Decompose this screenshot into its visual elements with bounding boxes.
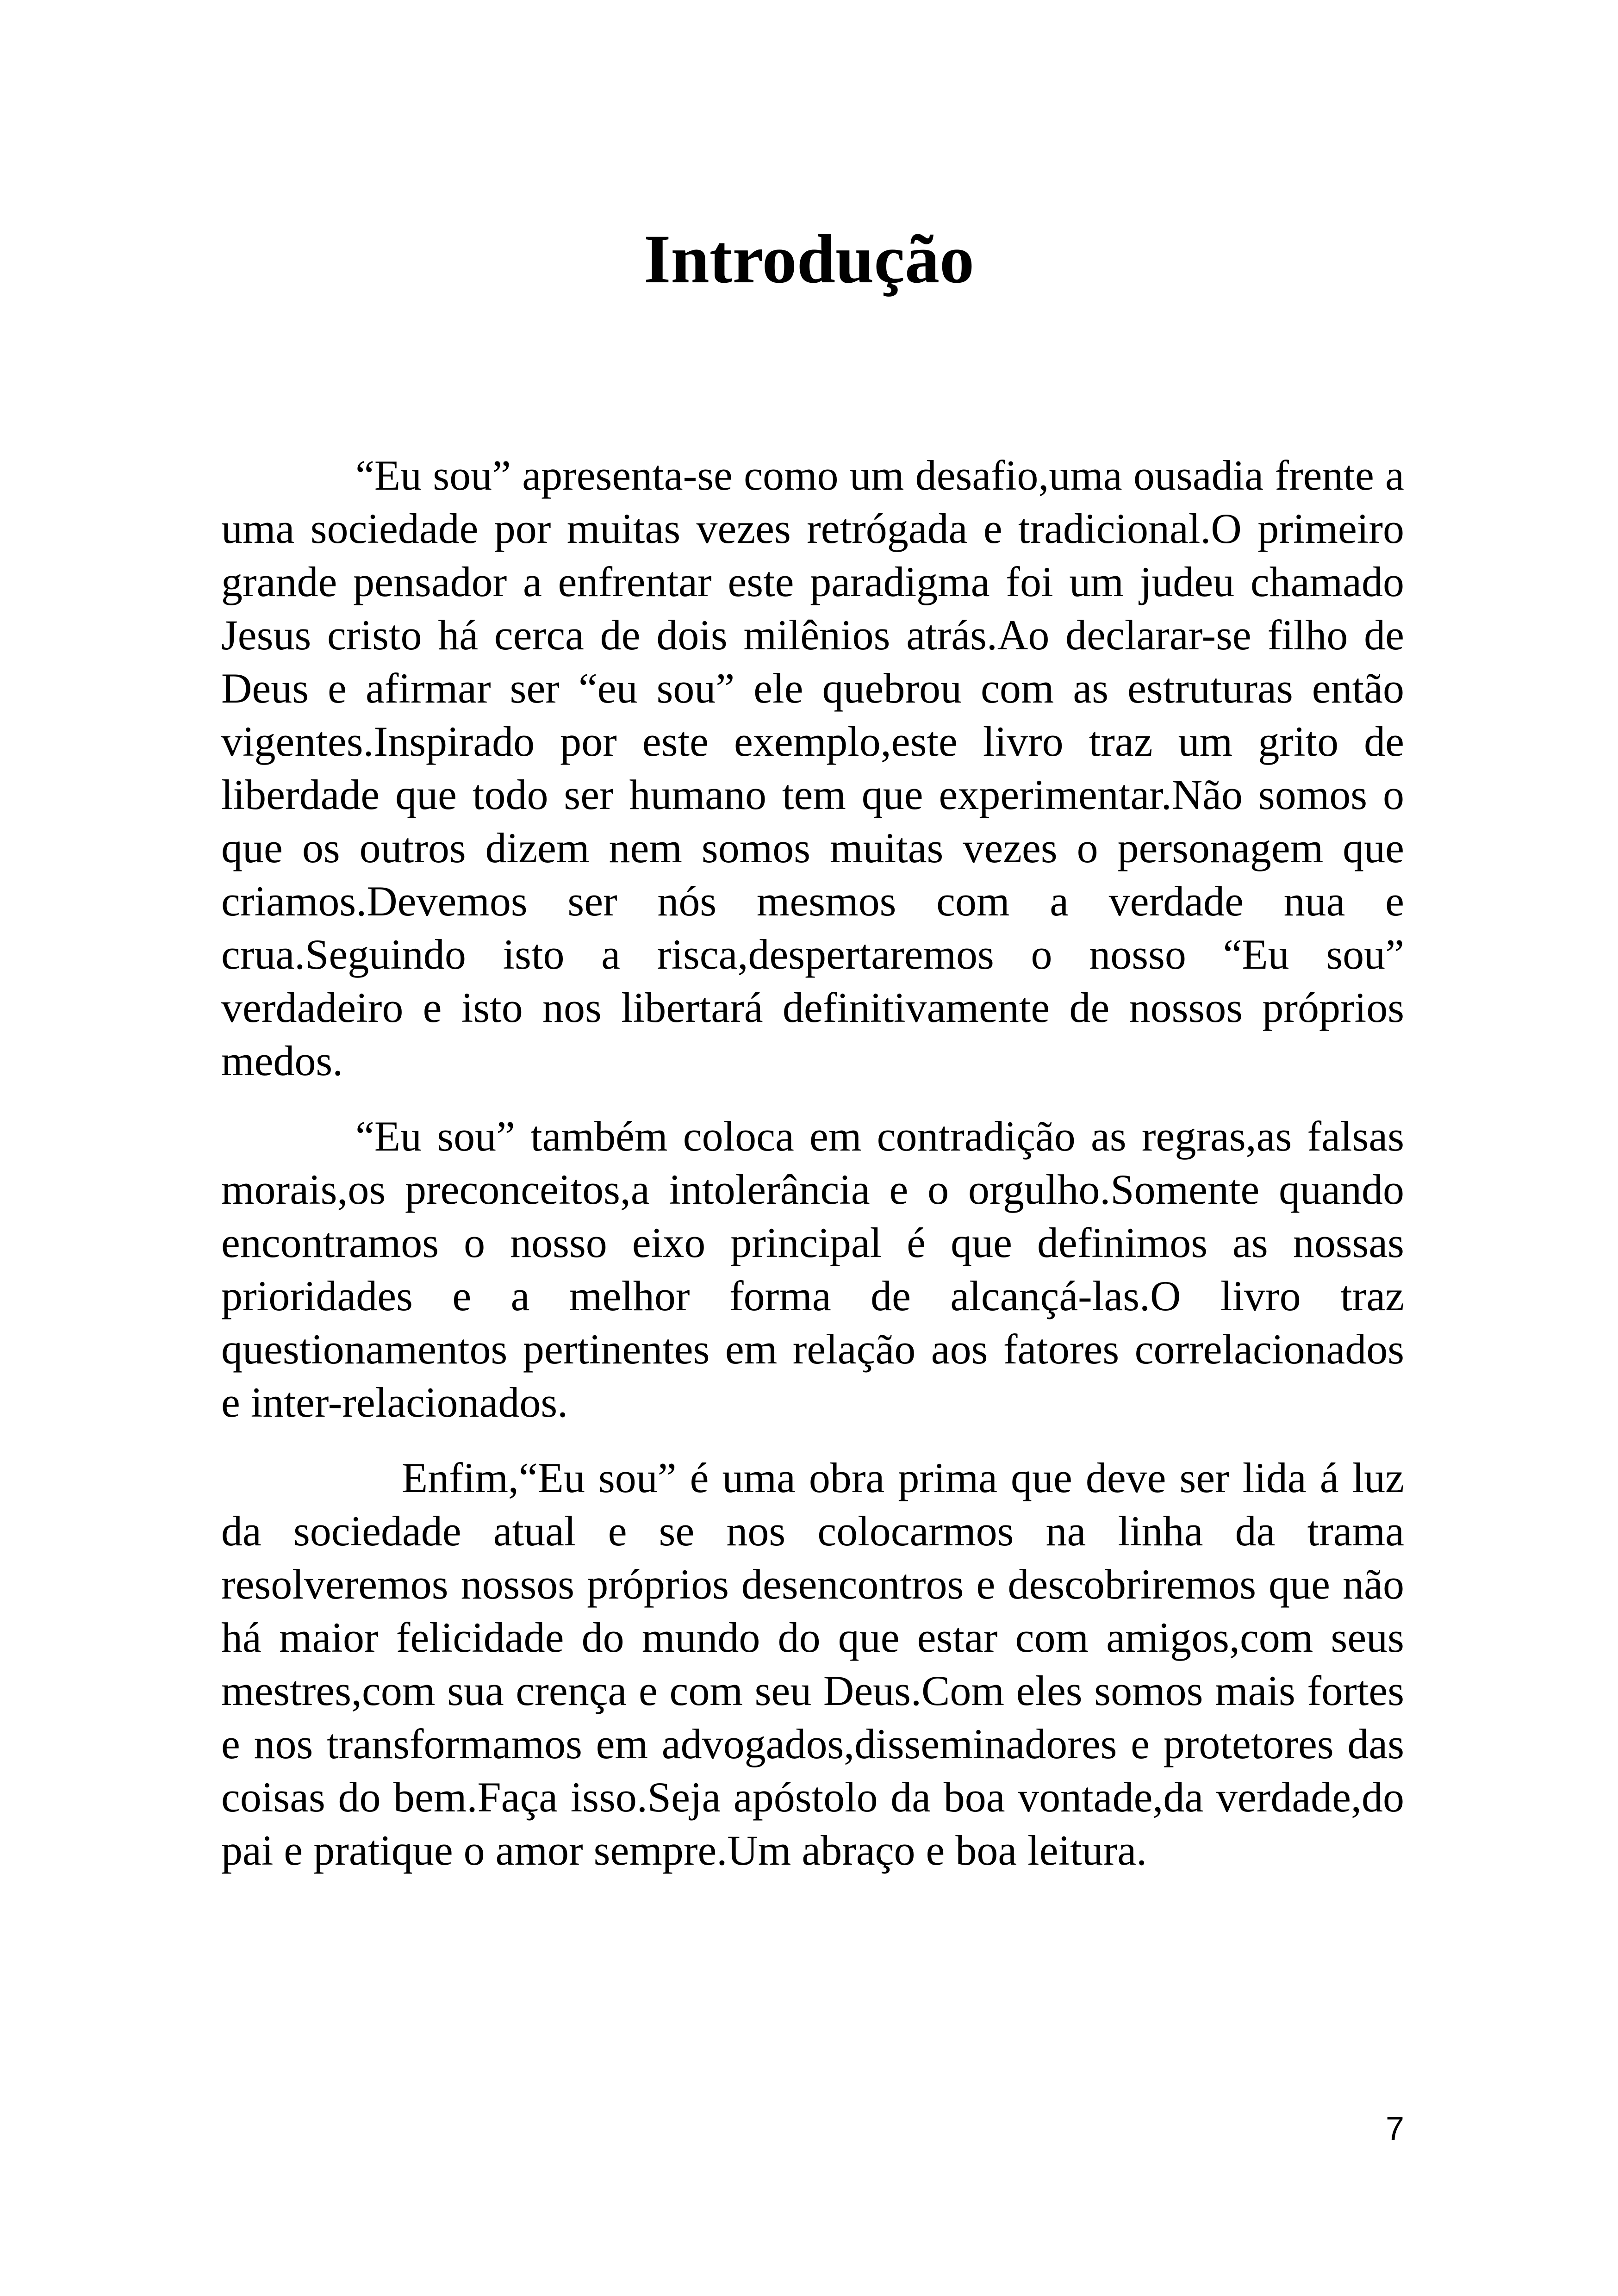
page-title: Introdução [643,221,975,298]
body-text [221,449,1404,1899]
paragraph-1: “Eu sou” apresenta-se como um desafio,uma ousadia frente a uma sociedade por muitas vezes retrógada e tradicional.O primeiro grande pensador a enfrentar este paradigma foi um judeu chamado Jesus cristo há cerca de dois milênios atrás.Ao declarar-se filho de Deus e afirmar ser “eu sou” ele quebrou com as estruturas então vigentes.Inspirado por este exemplo,este livro traz um grito de liberdade que todo ser humano tem que experimentar.Não somos o que os outros dizem nem somos muitas vezes o personagem que criamos.Devemos ser nós mesmos com a verdade nua e crua.Seguindo isto a risca,despertaremos o nosso “Eu sou” verdadeiro e isto nos libertará definitivamente de nossos próprios medos. [221,452,1404,1084]
paragraph-2: “Eu sou” também coloca em contradição as regras,as falsas morais,os preconceitos,a intolerância e o orgulho.Somente quando encontramos o nosso eixo principal é que definimos as nossas prioridades e a melhor forma de alcançá-las.O livro traz questionamentos pertinentes em relação aos fatores correlacionados e inter-relacionados. [221,1113,1404,1426]
page-number: 7 [1385,2110,1404,2147]
paragraph-3: Enfim,“Eu sou” é uma obra prima que deve ser lida á luz da sociedade atual e se nos colocarmos na linha da trama resolveremos nossos próprios desencontros e descobriremos que não há maior felicidade do mundo do que estar com amigos,com seus mestres,com sua crença e com seu Deus.Com eles somos mais fortes e nos transformamos em advogados,disseminadores e protetores das coisas do bem.Faça isso.Seja apóstolo da boa vontade,da verdade,do pai e pratique o amor sempre.Um abraço e boa leitura. [221,1454,1404,1874]
